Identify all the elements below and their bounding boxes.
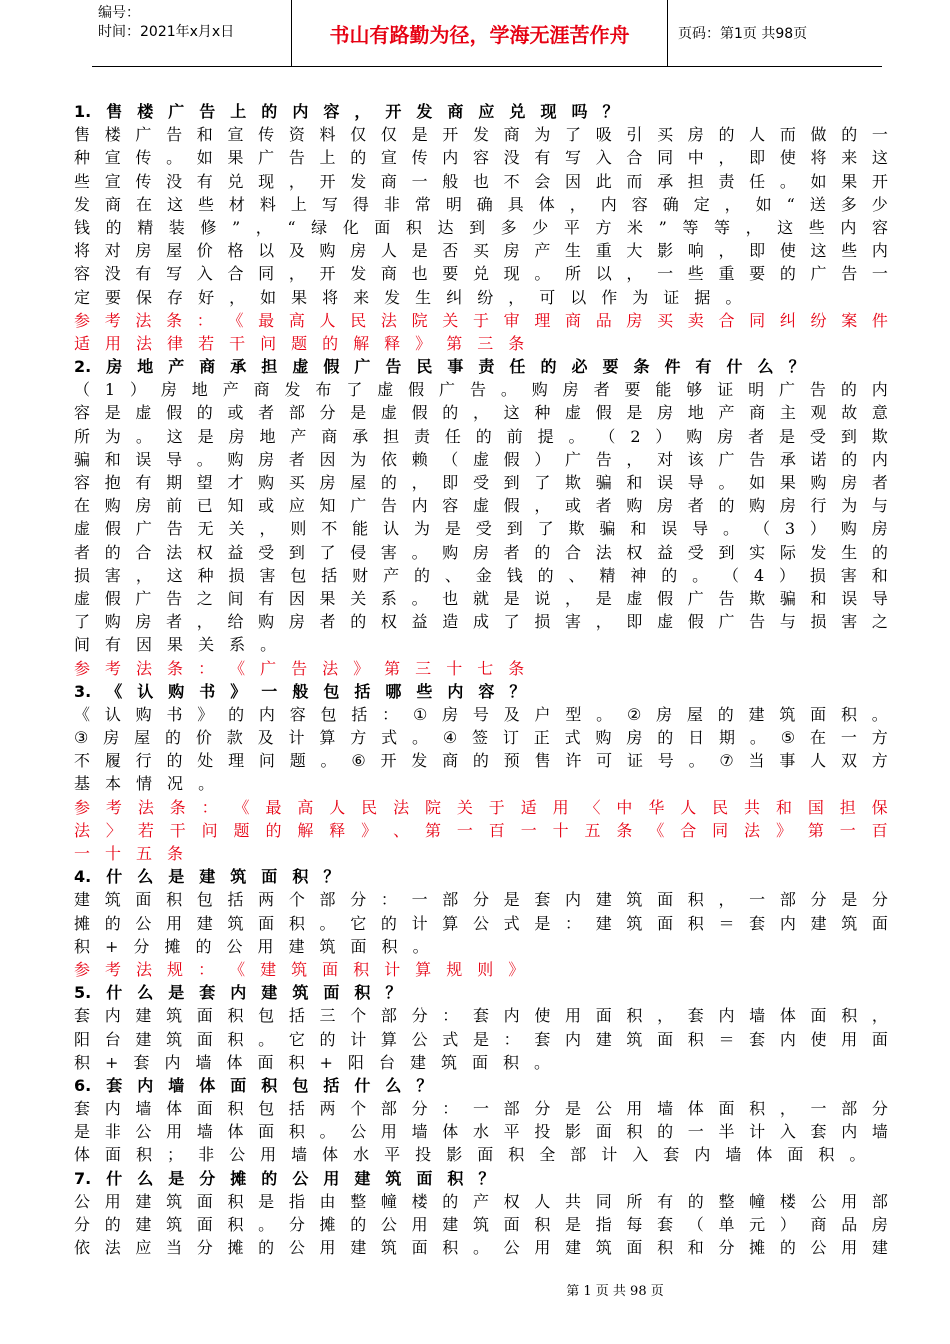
body-line: 公 用 建 筑 面 积 是 指 由 整 幢 楼 的 产 权 人 共 同 所 有 的 整 幢 楼 公 用 部 [74, 1191, 888, 1211]
body-line: 《 认 购 书 》 的 内 容 包 括 ： ① 房 号 及 户 型 。 ② 房 屋 的 建 筑 面 积 。 [74, 704, 888, 724]
reference-line: 法 〉 若 干 问 题 的 解 释 》 、 第 一 百 一 十 五 条 《 合 同 法 》 第 一 百 [74, 820, 888, 840]
body-line: 虚 假 广 告 无 关 ， 则 不 能 认 为 是 受 到 了 欺 骗 和 误 导 。 （ 3 ） 购 房 [74, 519, 888, 539]
body-line: 套 内 建 筑 面 积 包 括 三 个 部 分 ： 套 内 使 用 面 积 ， 套 内 墙 体 面 积 ， [74, 1006, 888, 1026]
reference-line: 参 考 法 规 ： 《 建 筑 面 积 计 算 规 则 》 [74, 959, 525, 979]
body-line: 些 宣 传 没 有 兑 现 ， 开 发 商 一 般 也 不 会 因 此 而 承 担 责 任 。 如 果 开 [74, 171, 888, 191]
body-line: 虚 假 广 告 之 间 有 因 果 关 系 。 也 就 是 说 ， 是 虚 假 广 告 欺 骗 和 误 导 [74, 588, 888, 608]
header-motto: 书山有路勤为径，学海无涯苦作舟 [292, 0, 668, 66]
body-line: 损 害 ， 这 种 损 害 包 括 财 产 的 、 金 钱 的 、 精 神 的 。 （ 4 ） 损 害 和 [74, 565, 888, 585]
body-line: 售 楼 广 告 和 宣 传 资 料 仅 仅 是 开 发 商 为 了 吸 引 买 房 的 人 而 做 的 一 [74, 125, 888, 145]
question-heading: 3. 《 认 购 书 》 一 般 包 括 哪 些 内 容 ？ [74, 681, 526, 701]
body-line: 容 抱 有 期 望 才 购 买 房 屋 的 ， 即 受 到 了 欺 骗 和 误 导 。 如 果 购 房 者 [74, 473, 888, 492]
reference-line: 一 十 五 条 [74, 844, 184, 863]
body-line: 所 为 。 这 是 房 地 产 商 承 担 责 任 的 前 提 。 （ 2 ） 购 房 者 是 受 到 欺 [74, 426, 888, 446]
body-line: 建 筑 面 积 包 括 两 个 部 分 ： 一 部 分 是 套 内 建 筑 面 积 ， 一 部 分 是 分 [74, 890, 888, 910]
body-line: 摊 的 公 用 建 筑 面 积 。 它 的 计 算 公 式 是 ： 建 筑 面 积 ＝ 套 内 建 筑 面 [74, 913, 888, 933]
question-heading: 4. 什 么 是 建 筑 面 积 ？ [74, 867, 340, 887]
reference-line: 参 考 法 条 ： 《 最 高 人 民 法 院 关 于 适 用 〈 中 华 人 民 共 和 国 担 保 [74, 797, 888, 817]
header-meta [92, 0, 292, 66]
body-line: （ 1 ） 房 地 产 商 发 布 了 虚 假 广 告 。 购 房 者 要 能 够 证 明 广 告 的 内 [74, 380, 888, 400]
body-line: 依 法 应 当 分 摊 的 公 用 建 筑 面 积 。 公 用 建 筑 面 积 和 分 摊 的 公 用 建 [74, 1238, 888, 1258]
page-footer [0, 1280, 950, 1299]
question-heading: 5. 什 么 是 套 内 建 筑 面 积 ？ [74, 983, 402, 1003]
question-heading: 7. 什 么 是 分 摊 的 公 用 建 筑 面 积 ？ [74, 1168, 495, 1188]
body-line: 套 内 墙 体 面 积 包 括 两 个 部 分 ： 一 部 分 是 公 用 墙 体 面 积 ， 一 部 分 [74, 1099, 888, 1119]
body-line: 骗 和 误 导 。 购 房 者 因 为 依 赖 （ 虚 假 ） 广 告 ， 对 该 广 告 承 诺 的 内 [74, 449, 888, 469]
body-line: 间 有 因 果 关 系 。 [74, 635, 277, 655]
question-heading: 6. 套 内 墙 体 面 积 包 括 什 么 ？ [74, 1075, 433, 1095]
document-body [74, 100, 888, 1259]
body-line: 阳 台 建 筑 面 积 。 它 的 计 算 公 式 是 ： 套 内 建 筑 面 积 ＝ 套 内 使 用 面 [74, 1029, 888, 1049]
body-line: 了 购 房 者 ， 给 购 房 者 的 权 益 造 成 了 损 害 ， 即 虚 假 广 告 与 损 害 之 [74, 612, 888, 632]
body-line: 将 对 房 屋 价 格 以 及 购 房 人 是 否 买 房 产 生 重 大 影 响 ， 即 使 这 些 内 [74, 241, 888, 261]
body-line: 分 的 建 筑 面 积 。 分 摊 的 公 用 建 筑 面 积 是 指 每 套 （ 单 元 ） 商 品 房 [74, 1215, 888, 1234]
body-line: 不 履 行 的 处 理 问 题 。 ⑥ 开 发 商 的 预 售 许 可 证 号 。 ⑦ 当 事 人 双 方 [74, 751, 888, 771]
body-line: 者 的 合 法 权 益 受 到 了 侵 害 。 购 房 者 的 合 法 权 益 受 到 实 际 发 生 的 [74, 542, 888, 562]
body-line: 容 是 虚 假 的 或 者 部 分 是 虚 假 的 ， 这 种 虚 假 是 房 地 产 商 主 观 故 意 [74, 403, 888, 423]
header-page-number: 页码：第1页 共98页 [678, 26, 808, 42]
question-heading: 2. 房 地 产 商 承 担 虚 假 广 告 民 事 责 任 的 必 要 条 件 有 什 么 ？ [74, 357, 805, 377]
reference-line: 参 考 法 条 ： 《 广 告 法 》 第 三 十 七 条 [74, 658, 525, 678]
body-line: ③ 房 屋 的 价 款 及 计 算 方 式 。 ④ 签 订 正 式 购 房 的 日 期 。 ⑤ 在 一 方 [74, 728, 888, 748]
body-line: 种 宣 传 。 如 果 广 告 上 的 宣 传 内 容 没 有 写 入 合 同 中 ， 即 使 将 来 这 [74, 148, 888, 168]
body-line: 基 本 情 况 。 [74, 774, 215, 794]
footer-page-number: 第 1 页 共 98 页 [566, 1284, 664, 1299]
body-line: 定 要 保 存 好 ， 如 果 将 来 发 生 纠 纷 ， 可 以 作 为 证 据 。 [74, 287, 742, 307]
body-line: 钱 的 精 装 修 ” ， “ 绿 化 面 积 达 到 多 少 平 方 米 ” 等 等 ， 这 些 内 容 [74, 217, 888, 237]
body-line: 是 非 公 用 墙 体 面 积 。 公 用 墙 体 水 平 投 影 面 积 的 一 半 计 入 套 内 墙 [74, 1122, 888, 1142]
body-line: 积 + 套 内 墙 体 面 积 + 阳 台 建 筑 面 积 。 [74, 1052, 551, 1072]
body-line: 发 商 在 这 些 材 料 上 写 得 非 常 明 确 具 体 ， 内 容 确 定 ， 如 “ 送 多 少 [74, 194, 888, 214]
serial-label: 编号： [98, 5, 140, 21]
question-heading: 1. 售 楼 广 告 上 的 内 容 ， 开 发 商 应 兑 现 吗 ？ [74, 102, 619, 121]
body-line: 容 没 有 写 入 合 同 ， 开 发 商 也 要 兑 现 。 所 以 ， 一 些 重 要 的 广 告 一 [74, 264, 888, 284]
time-label: 时间：2021年x月x日 [98, 24, 235, 40]
body-line: 在 购 房 前 已 知 或 应 知 广 告 内 容 虚 假 ， 或 者 购 房 者 的 购 房 行 为 与 [74, 496, 888, 516]
body-line: 体 面 积 ； 非 公 用 墙 体 水 平 投 影 面 积 全 部 计 入 套 内 墙 体 面 积 。 [74, 1145, 866, 1165]
body-line: 积 + 分 摊 的 公 用 建 筑 面 积 。 [74, 936, 429, 956]
reference-line: 适 用 法 律 若 干 问 题 的 解 释 》 第 三 条 [74, 333, 525, 353]
page-header [92, 0, 882, 67]
reference-line: 参 考 法 条 ： 《 最 高 人 民 法 院 关 于 审 理 商 品 房 买 卖 合 同 纠 纷 案 件 [74, 310, 888, 330]
